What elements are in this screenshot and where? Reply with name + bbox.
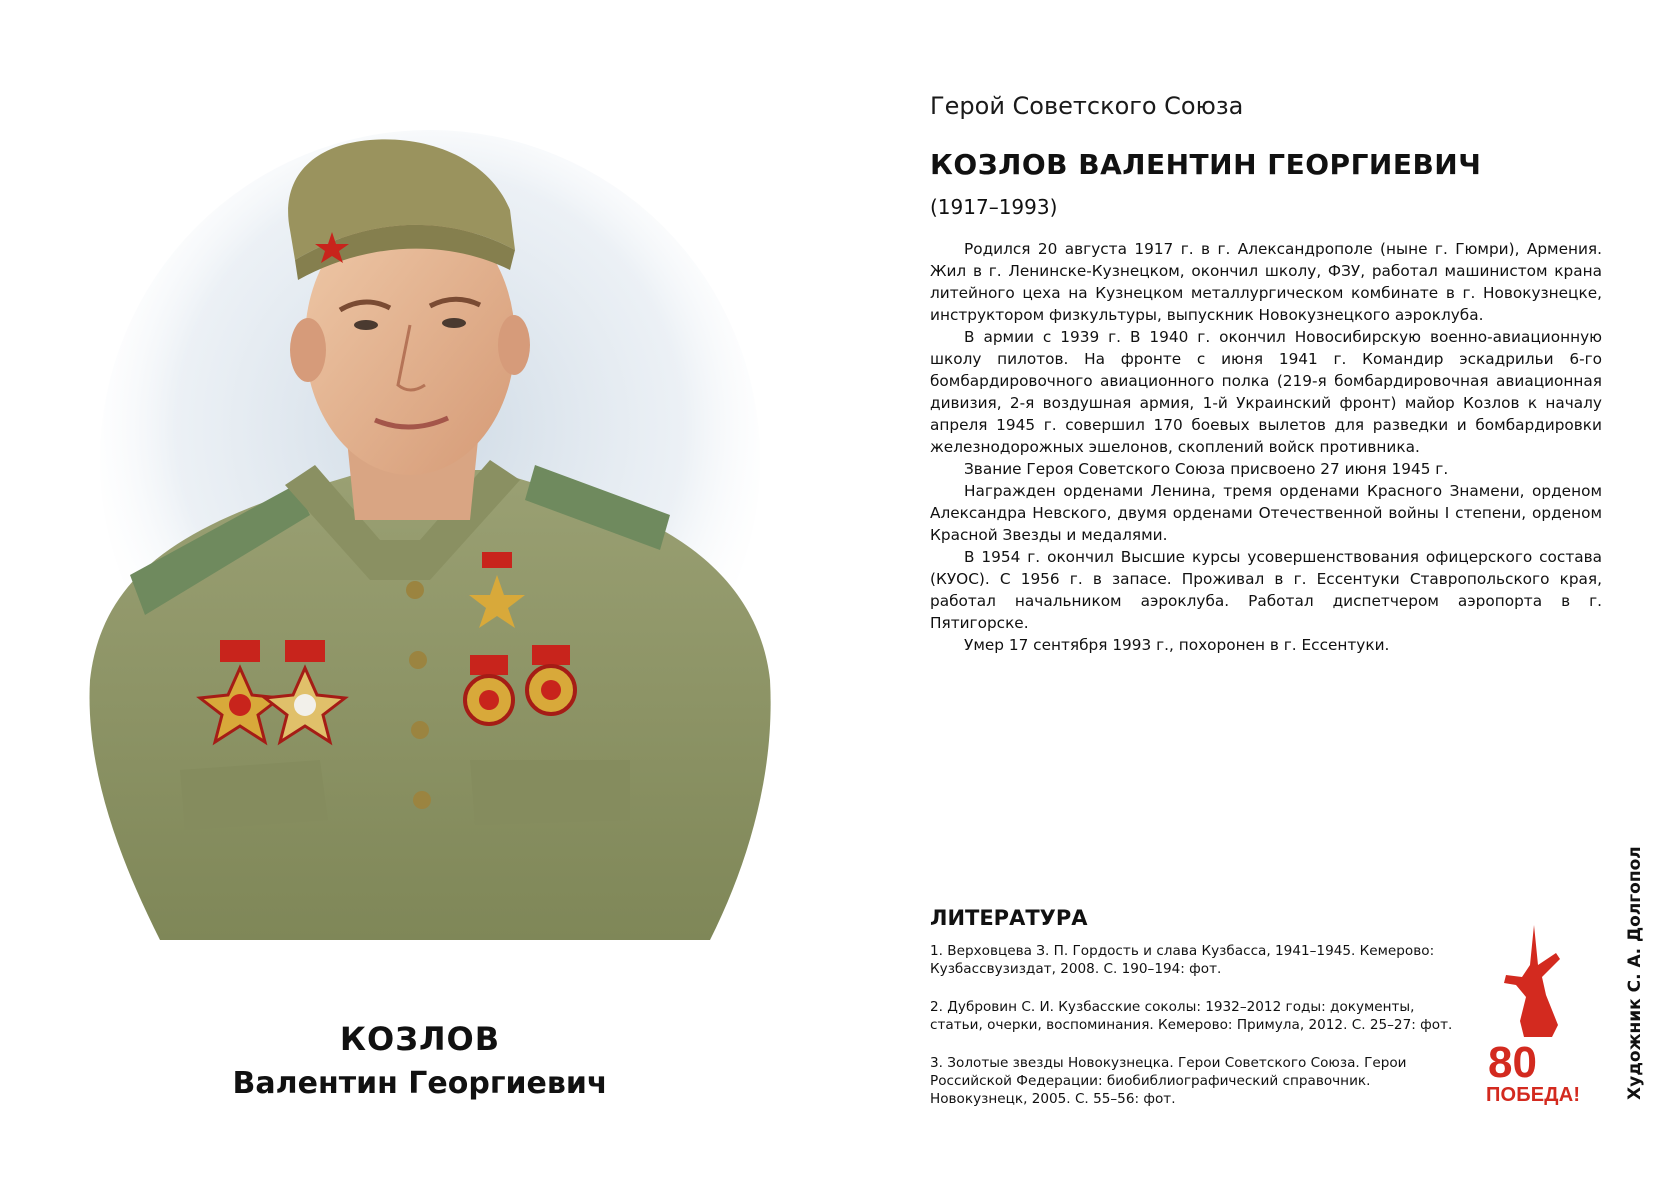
biography [930,238,1602,656]
right-pocket [470,760,630,825]
bio-paragraph: В армии с 1939 г. В 1940 г. окончил Новосибирскую военно-авиационную школу пилотов. На фронте с июня 1941 г. Командир эскадрильи 6-го бомбардировочного авиационного полка (219-я бомбардировочная авиационная дивизия, 2-я воздушная армия, 1-й Украинский фронт) майор Козлов к началу апреля 1945 г. совершил 170 боевых вылетов для разведки и бомбардировки железнодорожных эшелонов, скоплений войск противника. [930,328,1602,456]
victory-80-logo [1486,925,1582,1105]
motherland-statue-icon [1504,925,1560,1037]
bio-paragraph: Награжден орденами Ленина, тремя орденами Красного Знамени, орденом Александра Невского, двумя орденами Отечественной войны I степени, орденом Красной Звезды и медалями. [930,482,1602,544]
button [409,651,427,669]
bio-paragraph: В 1954 г. окончил Высшие курсы усовершенствования офицерского состава (КУОС). С 1956 г. в запасе. Проживал в г. Ессентуки Ставропольского края, работал начальником аэроклуба. Работал диспетчером аэропорта в г. Пятигорске. [930,548,1602,632]
right-eye [442,318,466,328]
literature-item: 2. Дубровин С. И. Кузбасские соколы: 1932–2012 годы: документы, статьи, очерки, воспоминания. Кемерово: Примула, 2012. С. 25–27: фот. [930,999,1453,1033]
life-years: (1917–1993) [930,195,1058,219]
button [406,581,424,599]
left-ear [290,318,326,382]
order-ribbon [285,640,325,662]
portrait-illustration [70,120,790,960]
artist-credit: Художник С. А. Долгопол [1625,846,1645,1100]
portrait-caption-surname: КОЗЛОВ [339,1020,501,1058]
button [413,791,431,809]
logo-number: 80 [1488,1038,1537,1087]
left-pocket [180,760,328,830]
bio-paragraph: Умер 17 сентября 1993 г., похоронен в г. Ессентуки. [964,636,1390,654]
left-eye [354,320,378,330]
logo-word: ПОБЕДА! [1486,1084,1580,1105]
literature-list [930,942,1470,1128]
bio-paragraph: Родился 20 августа 1917 г. в г. Александрополе (ныне г. Гюмри), Армения. Жил в г. Ленинске-Кузнецком, окончил школу, ФЗУ, работал машинистом крана литейного цеха на Кузнецком металлургическом комбинате в г. Новокузнецке, инструктором физкультуры, выпускник Новокузнецкого аэроклуба. [930,240,1602,324]
hero-star-ribbon [482,552,512,568]
hero-full-name: КОЗЛОВ ВАЛЕНТИН ГЕОРГИЕВИЧ [930,148,1482,181]
bio-paragraph: Звание Героя Советского Союза присвоено 27 июня 1945 г. [964,460,1449,478]
hero-title-subtitle: Герой Советского Союза [930,92,1244,120]
order-ribbon [470,655,508,675]
literature-heading: ЛИТЕРАТУРА [930,906,1088,930]
button [411,721,429,739]
right-ear [498,315,530,375]
literature-item: 1. Верховцева З. П. Гордость и слава Кузбасса, 1941–1945. Кемерово: Кузбассвузиздат, 2008. С. 190–194: фот. [930,943,1435,977]
order-ribbon [220,640,260,662]
order-ribbon [532,645,570,665]
portrait-caption-given-name: Валентин Георгиевич [232,1066,608,1101]
literature-item: 3. Золотые звезды Новокузнецка. Герои Советского Союза. Герои Российской Федерации: биобиблиографический справочник. Новокузнецк, 2005. С. 55–56: фот. [930,1055,1407,1107]
